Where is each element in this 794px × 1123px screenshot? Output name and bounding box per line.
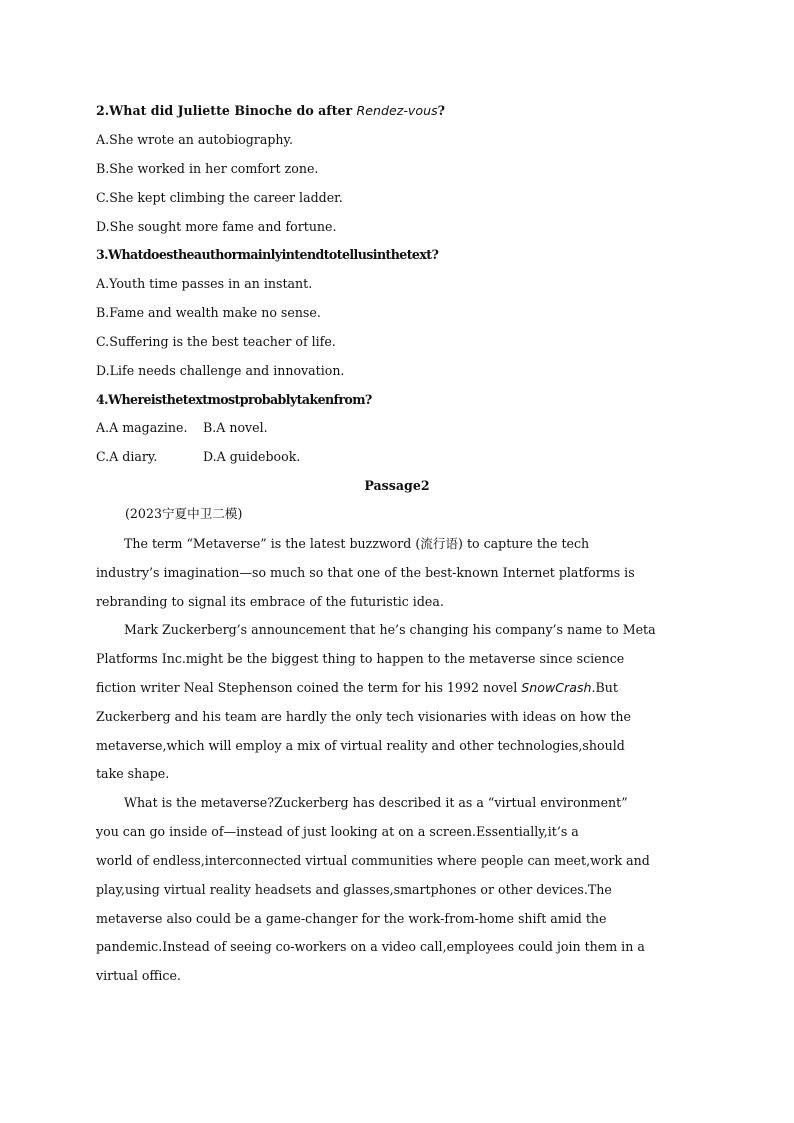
paragraph-2-line-5: metaverse,which will employ a mix of virtual reality and other technologies,should (96, 737, 625, 753)
paragraph-2-line-4: Zuckerberg and his team are hardly the only tech visionaries with ideas on how the (96, 708, 631, 724)
question-4-option-c: C.A diary. (96, 449, 158, 464)
passage-paragraph-3 (96, 789, 696, 991)
question-4-options-row-2 (96, 449, 696, 465)
paragraph-1-line-3: rebranding to signal its embrace of the futuristic idea. (96, 593, 444, 609)
question-3-option-a: A.Youth time passes in an instant. (96, 276, 313, 291)
question-3-option-b: B.Fame and wealth make no sense. (96, 305, 321, 320)
question-2-stem-suffix: ? (437, 103, 446, 118)
paragraph-3-line-6: pandemic.Instead of seeing co-workers on a video call,employees could join them in a (96, 939, 645, 955)
paragraph-2-line-2: Platforms Inc.might be the biggest thing to happen to the metaverse since science (96, 650, 625, 666)
passage-source: (2023宁夏中卫二模) (125, 506, 243, 521)
question-2-stem-italic: Rendez-vous (356, 103, 438, 118)
question-4-option-d: D.A guidebook. (203, 449, 301, 464)
paragraph-2-line-3 (96, 674, 696, 703)
question-4-option-a: A.A magazine. (96, 420, 188, 435)
paragraph-2-line-3-suffix: .But (591, 679, 618, 695)
paragraph-2-line-3-prefix: fiction writer Neal Stephenson coined the term for his 1992 novel (96, 679, 522, 695)
question-2-option-b: B.She worked in her comfort zone. (96, 161, 319, 176)
paragraph-3-line-2: you can go inside of—instead of just looking at on a screen.Essentially,it’s a (96, 823, 579, 839)
question-2-option-d: D.She sought more fame and fortune. (96, 219, 337, 234)
paragraph-1-line-2: industry’s imagination—so much so that one of the best-known Internet platforms is (96, 564, 635, 580)
passage-paragraph-2 (96, 616, 696, 789)
question-3-stem: 3.Whatdoestheauthormainlyintendtotellusinthetext? (96, 247, 439, 262)
paragraph-3-line-4: play,using virtual reality headsets and glasses,smartphones or other devices.The (96, 881, 612, 897)
paragraph-3-line-7: virtual office. (96, 968, 181, 984)
paragraph-3-line-3: world of endless,interconnected virtual communities where people can meet,work and (96, 852, 650, 868)
question-4-option-b: B.A novel. (203, 420, 268, 435)
passage-title: Passage2 (364, 478, 430, 493)
paragraph-3-line-5: metaverse also could be a game-changer for the work-from-home shift amid the (96, 910, 607, 926)
passage-paragraph-1 (96, 530, 696, 617)
question-4-options-row-1 (96, 420, 696, 436)
question-2-stem-prefix: 2.What did Juliette Binoche do after (96, 103, 357, 118)
paragraph-3-line-1: What is the metaverse?Zuckerberg has described it as a “virtual environment” (124, 795, 628, 810)
paragraph-2-line-6: take shape. (96, 766, 170, 782)
question-4-stem: 4.Whereisthetextmostprobablytakenfrom? (96, 392, 372, 407)
paragraph-1-line-1: The term “Metaverse” is the latest buzzword (流行语) to capture the tech (124, 536, 590, 551)
paragraph-2-line-1: Mark Zuckerberg’s announcement that he’s changing his company’s name to Meta (124, 622, 656, 637)
question-3-option-d: D.Life needs challenge and innovation. (96, 363, 345, 378)
question-2-stem (96, 103, 696, 119)
question-3-option-c: C.Suffering is the best teacher of life. (96, 334, 336, 349)
question-2-option-a: A.She wrote an autobiography. (96, 132, 293, 147)
question-2-option-c: C.She kept climbing the career ladder. (96, 190, 343, 205)
novel-title-italic: SnowCrash (521, 679, 592, 695)
